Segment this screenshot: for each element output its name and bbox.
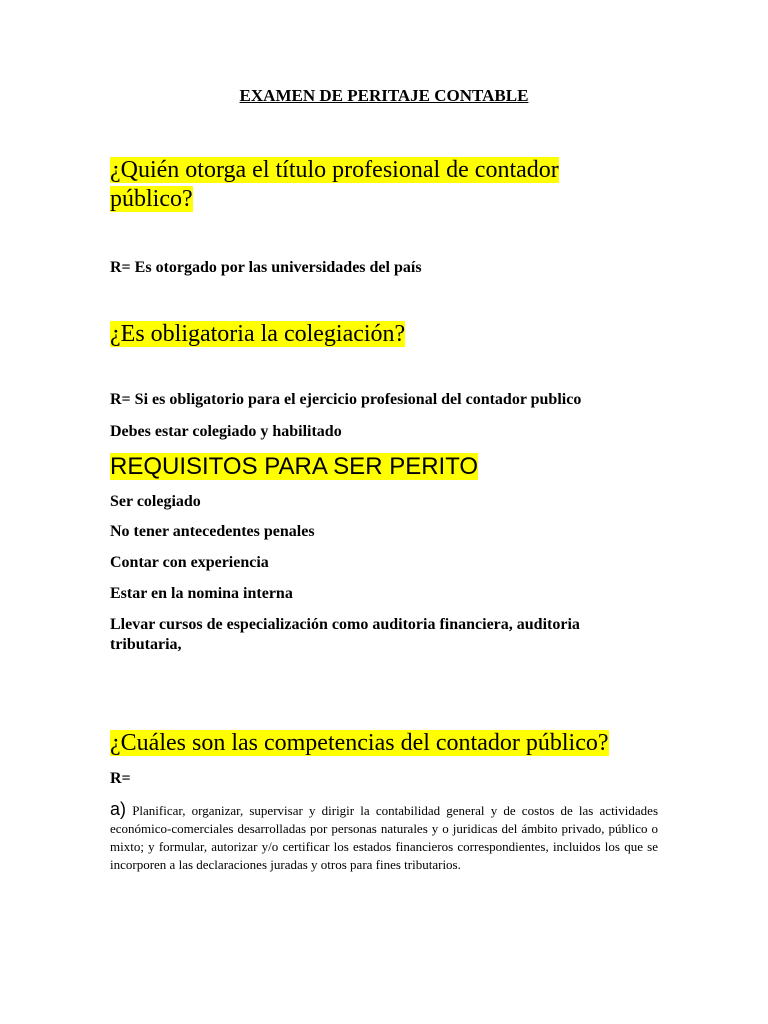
requisitos-heading-text: REQUISITOS PARA SER PERITO (110, 453, 479, 480)
question-1-line-1: ¿Quién otorga el título profesional de contador (110, 157, 559, 183)
answer-1: R= Es otorgado por las universidades del país (110, 259, 422, 276)
requisito-item: tributaria, (110, 636, 182, 653)
requisito-item: Llevar cursos de especialización como auditoria financiera, auditoria (110, 616, 580, 633)
requisito-item: No tener antecedentes penales (110, 523, 315, 540)
question-1 (110, 156, 559, 214)
document-title: EXAMEN DE PERITAJE CONTABLE (239, 86, 529, 105)
point-marker: a) (110, 799, 127, 819)
question-1-line-2: público? (110, 186, 193, 212)
requisitos-heading (110, 452, 478, 481)
requisito-item: Ser colegiado (110, 493, 201, 510)
answer-3-label: R= (110, 770, 131, 787)
requisito-item: Estar en la nomina interna (110, 585, 293, 602)
question-3 (110, 729, 609, 758)
answer-2-line-2: Debes estar colegiado y habilitado (110, 423, 342, 440)
competencia-a-paragraph (110, 800, 658, 874)
point-text: Planificar, organizar, supervisar y dirigir la contabilidad general y de costos de las actividades económico-comerciales desarrolladas por personas naturales y o juridicas del ámbito privado, público o mixto; y formular, autorizar y/o certificar los estados financieros correspondientes, incluidos los que se incorporen a las declaraciones juradas y otros para fines tributarios. (110, 803, 658, 872)
question-3-text: ¿Cuáles son las competencias del contador público? (110, 730, 609, 756)
requisito-item: Contar con experiencia (110, 554, 269, 571)
answer-2: R= Si es obligatorio para el ejercicio profesional del contador publico (110, 391, 582, 408)
question-2 (110, 320, 405, 349)
question-2-text: ¿Es obligatoria la colegiación? (110, 321, 406, 347)
